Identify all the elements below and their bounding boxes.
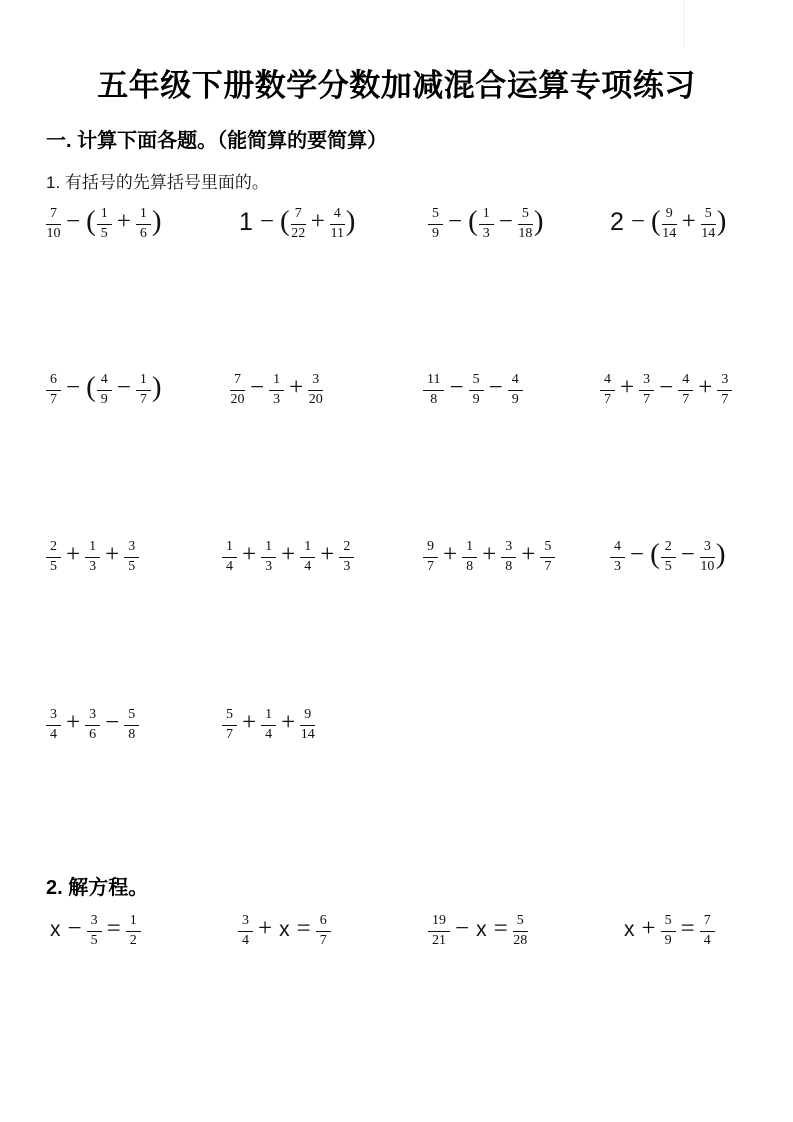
denominator: 3: [482, 225, 490, 241]
parenthesis: ): [715, 537, 726, 570]
fraction: [661, 914, 676, 948]
page-title: 五年级下册数学分数加减混合运算专项练习: [97, 68, 696, 103]
operator: +: [310, 208, 325, 235]
fraction: [600, 373, 615, 407]
section-2-heading: 2. 解方程。: [46, 877, 149, 899]
denominator: 6: [139, 225, 147, 241]
parenthesis: (: [651, 204, 661, 237]
numerator: 5: [222, 708, 237, 726]
denominator: 4: [50, 726, 57, 742]
operator: −: [259, 208, 275, 235]
fraction: [700, 540, 715, 574]
fraction: [136, 373, 151, 407]
numerator: 3: [46, 708, 61, 726]
fraction: [85, 708, 100, 742]
fraction: [662, 207, 677, 241]
operator: −: [455, 915, 470, 942]
numerator: 9: [662, 207, 677, 225]
operator: +: [242, 709, 257, 736]
denominator: 22: [291, 225, 306, 241]
numerator: 5: [540, 540, 555, 558]
fraction: [661, 540, 676, 574]
denominator: 6: [89, 726, 97, 742]
operator: +: [482, 541, 497, 568]
operator: +: [66, 709, 81, 736]
parenthesis: ): [151, 204, 162, 237]
operator: −: [630, 208, 646, 235]
fraction: [518, 207, 533, 241]
fraction: [124, 540, 139, 574]
numerator: 1: [85, 540, 100, 558]
numerator: 2: [661, 540, 676, 558]
fraction: [46, 708, 61, 742]
math-expression: [48, 905, 141, 957]
fraction: [222, 708, 237, 742]
parenthesis: (: [86, 204, 96, 237]
denominator: 8: [466, 558, 474, 574]
parenthesis: (: [650, 537, 660, 570]
numerator: 5: [469, 373, 484, 391]
fraction: [126, 914, 141, 948]
integer: 1: [239, 207, 253, 236]
fraction: [423, 373, 444, 407]
fraction: [479, 207, 494, 241]
numerator: 7: [700, 914, 715, 932]
denominator: 7: [427, 558, 434, 574]
denominator: 4: [265, 726, 273, 742]
numerator: 7: [46, 207, 61, 225]
numerator: 5: [518, 207, 533, 225]
variable: x: [279, 918, 290, 941]
numerator: 3: [639, 373, 654, 391]
fraction: [508, 373, 523, 407]
parenthesis: ): [345, 204, 356, 237]
denominator: 9: [511, 391, 519, 407]
fraction: [339, 540, 354, 574]
math-expression: [46, 198, 163, 250]
numerator: 2: [339, 540, 354, 558]
fraction: [300, 540, 315, 574]
math-expression: [622, 905, 715, 957]
math-expression: [237, 198, 356, 250]
fraction: [136, 207, 151, 241]
denominator: 10: [700, 558, 715, 574]
operator: +: [281, 541, 296, 568]
fraction: [501, 540, 516, 574]
denominator: 4: [703, 932, 711, 948]
fraction: [238, 914, 253, 948]
numerator: 5: [513, 914, 528, 932]
denominator: 8: [430, 391, 438, 407]
operator: −: [66, 374, 81, 401]
fraction: [87, 914, 102, 948]
denominator: 9: [472, 391, 480, 407]
fraction: [610, 540, 625, 574]
denominator: 7: [643, 391, 651, 407]
denominator: 3: [89, 558, 97, 574]
fraction: [639, 373, 654, 407]
numerator: 3: [85, 708, 100, 726]
fraction: [316, 914, 331, 948]
numerator: 2: [46, 540, 61, 558]
calc-row-1: [0, 198, 793, 250]
math-expression: [46, 531, 139, 583]
operator: −: [449, 374, 464, 401]
denominator: 20: [308, 391, 323, 407]
numerator: 1: [462, 540, 477, 558]
fraction: [540, 540, 555, 574]
operator: +: [258, 915, 273, 942]
operator: +: [116, 208, 131, 235]
denominator: 3: [614, 558, 621, 574]
math-expression: [222, 699, 315, 751]
fraction: [222, 540, 237, 574]
numerator: 3: [308, 373, 323, 391]
numerator: 1: [222, 540, 237, 558]
parenthesis: ): [533, 204, 544, 237]
operator: −: [116, 374, 131, 401]
numerator: 1: [97, 207, 112, 225]
parenthesis: ): [151, 370, 162, 403]
operator: −: [680, 541, 695, 568]
fraction: [330, 207, 345, 241]
denominator: 8: [128, 726, 136, 742]
numerator: 4: [97, 373, 112, 391]
math-expression: [238, 905, 331, 957]
operator: +: [443, 541, 458, 568]
numerator: 7: [291, 207, 306, 225]
operator: +: [281, 709, 296, 736]
denominator: 8: [505, 558, 513, 574]
operator: −: [498, 208, 513, 235]
numerator: 3: [238, 914, 253, 932]
denominator: 9: [664, 932, 672, 948]
operator: +: [681, 208, 696, 235]
numerator: 4: [330, 207, 345, 225]
numerator: 3: [87, 914, 102, 932]
numerator: 19: [428, 914, 450, 932]
numerator: 3: [124, 540, 139, 558]
numerator: 1: [269, 373, 284, 391]
fraction: [462, 540, 477, 574]
denominator: 4: [226, 558, 233, 574]
variable: x: [50, 918, 61, 941]
numerator: 1: [300, 540, 315, 558]
denominator: 4: [304, 558, 312, 574]
integer: 2: [610, 207, 624, 236]
fraction: [46, 207, 61, 241]
numerator: 4: [600, 373, 615, 391]
operator: =: [680, 915, 695, 942]
fraction: [700, 914, 715, 948]
instruction-brackets-first: 1. 有括号的先算括号里面的。: [46, 173, 269, 192]
fraction: [291, 207, 306, 241]
fraction: [469, 373, 484, 407]
operator: =: [493, 915, 508, 942]
operator: −: [250, 374, 265, 401]
numerator: 4: [678, 373, 693, 391]
fraction: [423, 540, 438, 574]
fraction: [300, 708, 315, 742]
denominator: 14: [662, 225, 677, 241]
operator: −: [448, 208, 463, 235]
numerator: 1: [136, 207, 151, 225]
denominator: 28: [513, 932, 528, 948]
operator: +: [620, 374, 635, 401]
denominator: 14: [300, 726, 315, 742]
numerator: 3: [501, 540, 516, 558]
operator: −: [105, 709, 120, 736]
math-expression: [428, 198, 545, 250]
denominator: 7: [721, 391, 729, 407]
numerator: 4: [610, 540, 625, 558]
fraction: [124, 708, 139, 742]
numerator: 5: [661, 914, 676, 932]
denominator: 5: [664, 558, 672, 574]
numerator: 6: [46, 373, 61, 391]
calc-row-4: [0, 699, 793, 751]
variable: x: [476, 918, 487, 941]
operator: +: [320, 541, 335, 568]
denominator: 21: [432, 932, 446, 948]
math-expression: [423, 531, 555, 583]
math-expression: [46, 364, 163, 416]
math-expression: [608, 198, 727, 250]
fraction: [97, 207, 112, 241]
fraction: [308, 373, 323, 407]
numerator: 9: [300, 708, 315, 726]
denominator: 7: [604, 391, 611, 407]
denominator: 7: [50, 391, 57, 407]
fraction: [97, 373, 112, 407]
operator: −: [659, 374, 674, 401]
denominator: 2: [129, 932, 137, 948]
numerator: 9: [423, 540, 438, 558]
operator: +: [521, 541, 536, 568]
numerator: 5: [428, 207, 443, 225]
numerator: 1: [126, 914, 141, 932]
denominator: 10: [46, 225, 61, 241]
numerator: 4: [508, 373, 523, 391]
operator: −: [630, 541, 645, 568]
numerator: 5: [124, 708, 139, 726]
denominator: 5: [90, 932, 98, 948]
calc-row-3: [0, 531, 793, 583]
denominator: 3: [265, 558, 273, 574]
denominator: 9: [100, 391, 108, 407]
numerator: 7: [230, 373, 245, 391]
numerator: 11: [423, 373, 444, 391]
fraction: [513, 914, 528, 948]
parenthesis: (: [280, 204, 290, 237]
page-edge-artifact: [683, 0, 685, 48]
denominator: 7: [544, 558, 552, 574]
equation-row: [0, 905, 793, 957]
fraction: [428, 914, 450, 948]
fraction: [428, 207, 443, 241]
operator: +: [105, 541, 120, 568]
operator: +: [242, 541, 257, 568]
fraction: [261, 540, 276, 574]
fraction: [678, 373, 693, 407]
operator: −: [67, 915, 82, 942]
fraction: [717, 373, 732, 407]
numerator: 3: [700, 540, 715, 558]
operator: =: [296, 915, 311, 942]
numerator: 6: [316, 914, 331, 932]
math-expression: [230, 364, 323, 416]
parenthesis: (: [86, 370, 96, 403]
math-expression: [610, 531, 727, 583]
operator: +: [641, 915, 656, 942]
math-expression: [600, 364, 732, 416]
numerator: 1: [136, 373, 151, 391]
math-expression: [423, 364, 523, 416]
variable: x: [624, 918, 635, 941]
denominator: 3: [273, 391, 281, 407]
calc-row-2: [0, 364, 793, 416]
math-expression: [46, 699, 139, 751]
denominator: 18: [518, 225, 533, 241]
operator: +: [698, 374, 713, 401]
fraction: [269, 373, 284, 407]
denominator: 5: [128, 558, 136, 574]
section-1-heading: 一. 计算下面各题。（能简算的要简算）: [46, 130, 388, 152]
denominator: 5: [50, 558, 57, 574]
fraction: [46, 540, 61, 574]
math-expression: [428, 905, 528, 957]
denominator: 4: [242, 932, 249, 948]
numerator: 1: [479, 207, 494, 225]
numerator: 3: [717, 373, 732, 391]
operator: =: [106, 915, 121, 942]
fraction: [230, 373, 245, 407]
denominator: 20: [230, 391, 245, 407]
numerator: 5: [701, 207, 716, 225]
denominator: 7: [139, 391, 147, 407]
operator: +: [66, 541, 81, 568]
denominator: 5: [100, 225, 108, 241]
denominator: 7: [226, 726, 233, 742]
denominator: 3: [343, 558, 351, 574]
numerator: 1: [261, 540, 276, 558]
parenthesis: (: [468, 204, 478, 237]
denominator: 9: [432, 225, 439, 241]
denominator: 14: [701, 225, 716, 241]
parenthesis: ): [716, 204, 727, 237]
math-expression: [222, 531, 354, 583]
operator: −: [66, 208, 81, 235]
fraction: [261, 708, 276, 742]
fraction: [701, 207, 716, 241]
denominator: 11: [330, 225, 345, 241]
numerator: 1: [261, 708, 276, 726]
fraction: [46, 373, 61, 407]
fraction: [85, 540, 100, 574]
denominator: 7: [682, 391, 690, 407]
operator: +: [289, 374, 304, 401]
operator: −: [488, 374, 503, 401]
denominator: 7: [319, 932, 327, 948]
